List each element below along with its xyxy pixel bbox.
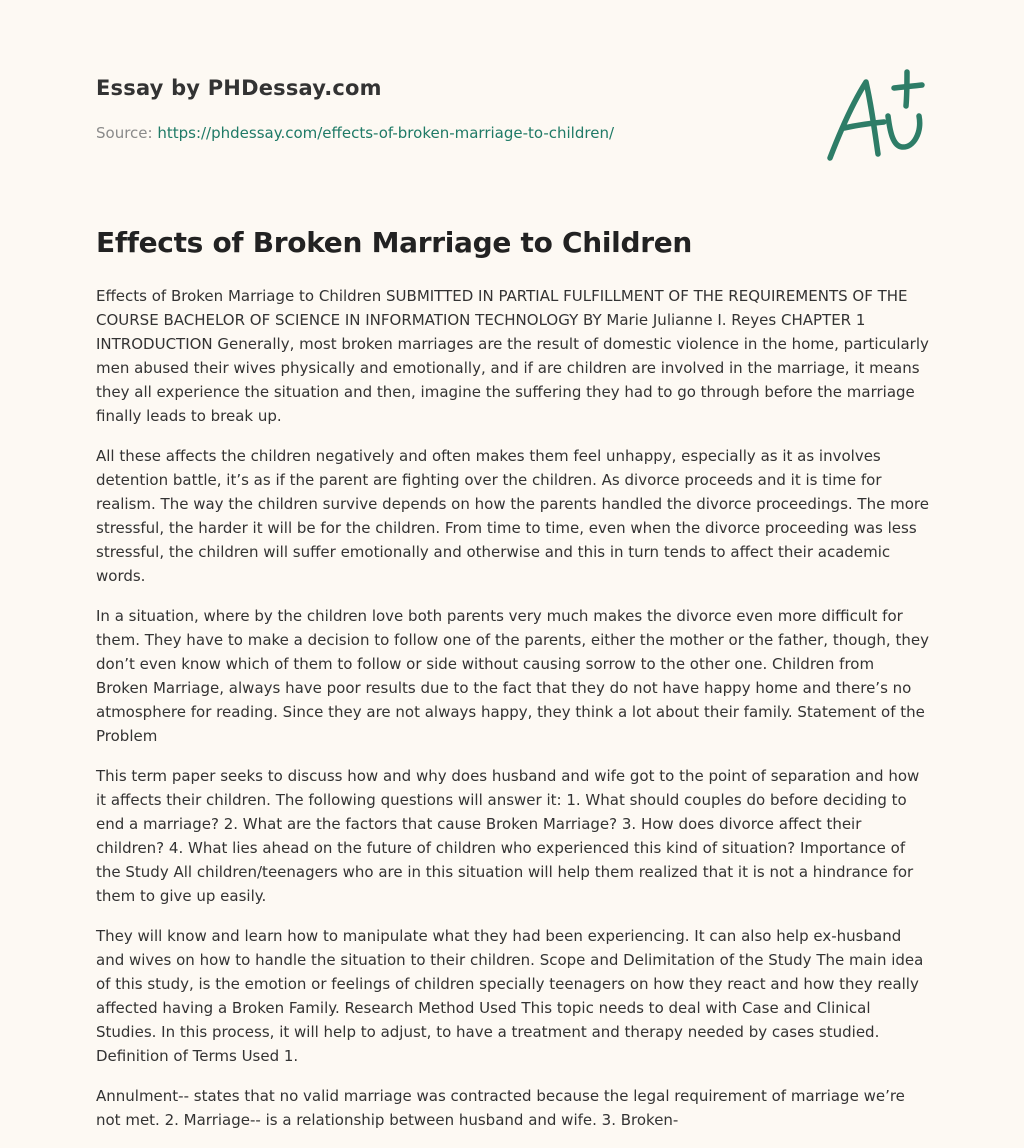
essay-paragraph: All these affects the children negatively and often makes them feel unhappy, especially as it as involves detention battle, it’s as if the parent are fighting over the children. As divorce proceeds and it is time for realism. The way the children survive depends on how the parents handled the divorce proceedings. The more stressful, the harder it will be for the children. From time to time, even when the divorce proceeding was less stressful, the children will suffer emotionally and otherwise and this in turn tends to affect their academic words. — [96, 447, 929, 585]
source-link[interactable]: https://phdessay.com/effects-of-broken-marriage-to-children/ — [157, 124, 615, 142]
essay-paragraph: In a situation, where by the children love both parents very much makes the divorce even more difficult for them. They have to make a decision to follow one of the parents, either the mother or the father, though, they don’t even know which of them to follow or side without causing sorrow to the other one. Children from Broken Marriage, always have poor results due to the fact that they do not have happy home and there’s no atmosphere for reading. Since they are not always happy, they think a lot about their family. Statement of the Problem — [96, 607, 929, 745]
essay-paragraph: Effects of Broken Marriage to Children SUBMITTED IN PARTIAL FULFILLMENT OF THE REQUIREMENTS OF THE COURSE BACHELOR OF SCIENCE IN INFORMATION TECHNOLOGY BY Marie Julianne I. Reyes CHAPTER 1 INTRODUCTION Generally, most broken marriages are the result of domestic violence in the home, particularly men abused their wives physically and emotionally, and if are children are involved in the marriage, it means they all experience the situation and then, imagine the suffering they had to go through before the marriage finally leads to break up. — [96, 287, 929, 425]
essay-paragraph: Annulment-- states that no valid marriage was contracted because the legal requirement of marriage we’re not met. 2. Marriage-- is a relationship between husband and wife. 3. Broken- — [96, 1087, 905, 1129]
essay-body — [96, 284, 930, 1148]
essay-paragraph: They will know and learn how to manipulate what they had been experiencing. It can also help ex-husband and wives on how to handle the situation to their children. Scope and Delimitation of the Study The main idea of this study, is the emotion or feelings of children specially teenagers on how they react and how they really affected having a Broken Family. Research Method Used This topic needs to deal with Case and Clinical Studies. In this process, it will help to adjust, to have a treatment and therapy needed by cases studied. Definition of Terms Used 1. — [96, 927, 924, 1065]
source-label: Source: — [96, 124, 158, 142]
a-plus-grade-icon — [822, 68, 928, 168]
essay-title: Effects of Broken Marriage to Children — [96, 226, 693, 259]
source-line — [96, 124, 614, 142]
essay-paragraph: This term paper seeks to discuss how and why does husband and wife got to the point of separation and how it affects their children. The following questions will answer it: 1. What should couples do before deciding to end a marriage? 2. What are the factors that cause Broken Marriage? 3. How does divorce affect their children? 4. What lies ahead on the future of children who experienced this kind of situation? Importance of the Study All children/teenagers who are in this situation will help them realized that it is not a hindrance for them to give up easily. — [96, 767, 920, 905]
site-title: Essay by PHDessay.com — [96, 76, 382, 100]
